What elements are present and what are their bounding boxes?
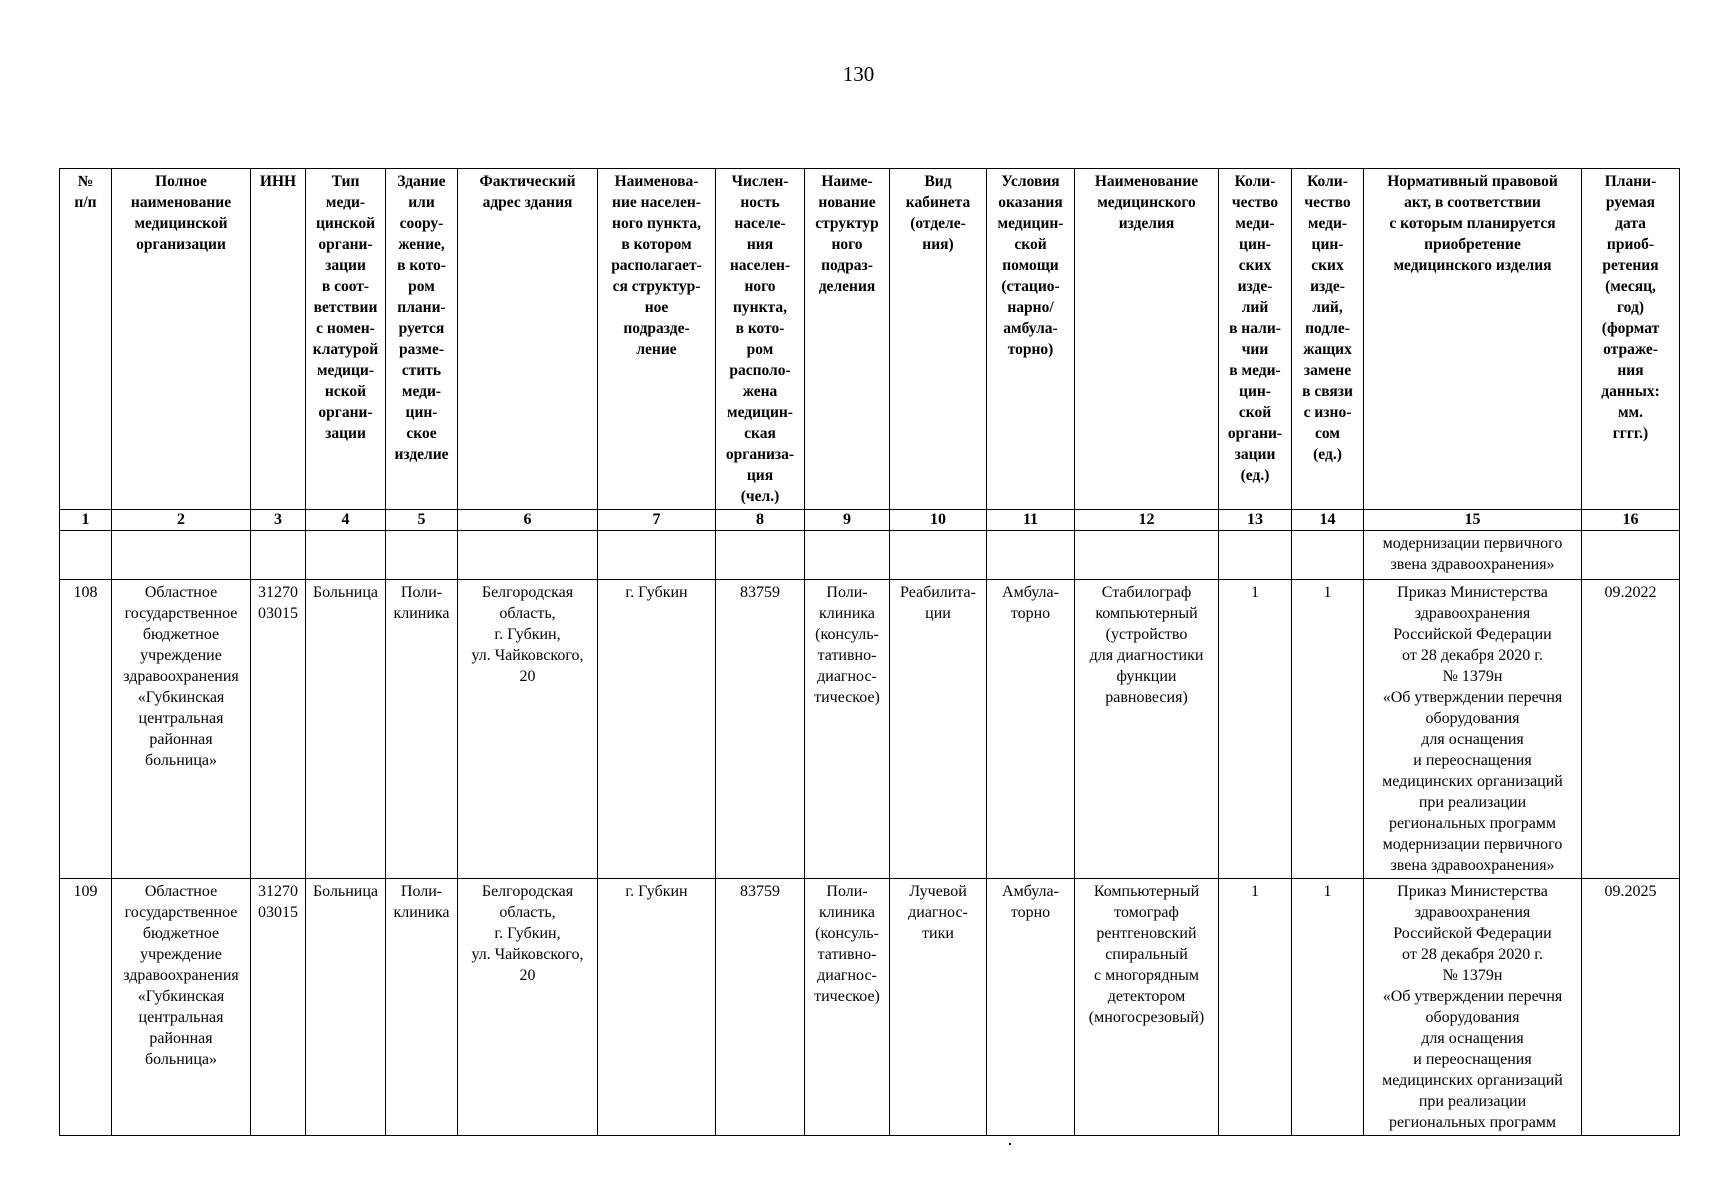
table-cell [60,531,112,580]
care-conditions: Амбула- торно [987,580,1075,879]
column-number: 3 [251,510,306,531]
page-number: 130 [842,62,875,86]
inn: 31270 03015 [251,580,306,879]
device-name: Компьютерный томограф рентгеновский спиральный с многорядным детектором (многосрезовый) [1075,879,1219,1136]
table-cell [458,531,598,580]
address: Белгородская область, г. Губкин, ул. Чайковского, 20 [458,580,598,879]
table-cell: модернизации первичного звена здравоохранения» [1364,531,1582,580]
column-number: 12 [1075,510,1219,531]
row-number: 108 [60,580,112,879]
planned-date: 09.2022 [1582,580,1680,879]
devices-to-replace: 1 [1292,879,1364,1136]
table-cell [987,531,1075,580]
continuation-row [60,531,1680,580]
table-cell [112,531,251,580]
header-cell: Вид кабинета (отделе- ния) [890,169,987,510]
row-number: 109 [60,879,112,1136]
care-conditions: Амбула- торно [987,879,1075,1136]
equipment-table [59,168,1680,1136]
column-number: 4 [306,510,386,531]
office-type: Реабилита- ции [890,580,987,879]
header-cell: Наименование медицинского изделия [1075,169,1219,510]
structural-unit: Поли- клиника (консуль- тативно- диагнос- тическое) [805,580,890,879]
scan-speck [1009,1143,1011,1145]
column-number: 8 [716,510,805,531]
planned-date: 09.2025 [1582,879,1680,1136]
table-cell [890,531,987,580]
settlement: г. Губкин [598,879,716,1136]
organization-name: Областное государственное бюджетное учреждение здравоохранения «Губкинская центральная районная больница» [112,879,251,1136]
table-cell [386,531,458,580]
structural-unit: Поли- клиника (консуль- тативно- диагнос- тическое) [805,879,890,1136]
building: Поли- клиника [386,580,458,879]
device-name: Стабилограф компьютерный (устройство для диагностики функции равновесия) [1075,580,1219,879]
table-cell [1219,531,1292,580]
table-cell [598,531,716,580]
table-cell [1292,531,1364,580]
column-number: 9 [805,510,890,531]
header-cell: Коли- чество меди- цин- ских изде- лий в нали- чии в меди- цин- ской органи- зации (ед.) [1219,169,1292,510]
devices-available: 1 [1219,879,1292,1136]
table-cell [306,531,386,580]
header-cell: Коли- чество меди- цин- ских изде- лий, подле- жащих замене в связи с изно- сом (ед.) [1292,169,1364,510]
column-number: 10 [890,510,987,531]
header-cell: Числен- ность населе- ния населен- ного пункта, в кото- ром располо- жена медицин- ская организа- ция (чел.) [716,169,805,510]
column-number: 15 [1364,510,1582,531]
column-number: 2 [112,510,251,531]
header-cell: Полное наименование медицинской организации [112,169,251,510]
column-number: 13 [1219,510,1292,531]
population: 83759 [716,879,805,1136]
building: Поли- клиника [386,879,458,1136]
legal-act: Приказ Министерства здравоохранения Российской Федерации от 28 декабря 2020 г. № 1379н «Об утверждении перечня оборудования для оснащения и переоснащения медицинских организаций при реализации региональных программ модернизации первичного звена здравоохранения» [1364,580,1582,879]
table-cell [1582,531,1680,580]
population: 83759 [716,580,805,879]
office-type: Лучевой диагнос- тики [890,879,987,1136]
header-cell: ИНН [251,169,306,510]
column-number: 1 [60,510,112,531]
header-cell: Здание или соору- жение, в кото- ром плани- руется разме- стить меди- цин- ское изделие [386,169,458,510]
header-cell: Нормативный правовой акт, в соответствии с которым планируется приобретение медицинского изделия [1364,169,1582,510]
column-number: 11 [987,510,1075,531]
header-row [60,169,1680,510]
legal-act: Приказ Министерства здравоохранения Российской Федерации от 28 декабря 2020 г. № 1379н «Об утверждении перечня оборудования для оснащения и переоснащения медицинских организаций при реализации региональных программ [1364,879,1582,1136]
table-cell [716,531,805,580]
column-number: 7 [598,510,716,531]
settlement: г. Губкин [598,580,716,879]
column-number: 6 [458,510,598,531]
organization-type: Больница [306,879,386,1136]
header-cell: Наиме- нование структур ного подраз- деления [805,169,890,510]
address: Белгородская область, г. Губкин, ул. Чайковского, 20 [458,879,598,1136]
column-number: 14 [1292,510,1364,531]
column-number-row [60,510,1680,531]
column-number: 5 [386,510,458,531]
header-cell: Тип меди- цинской органи- зации в соот- ветствии с номен- клатурой медици- нской органи- зации [306,169,386,510]
column-number: 16 [1582,510,1680,531]
header-cell: № п/п [60,169,112,510]
devices-available: 1 [1219,580,1292,879]
table-cell [251,531,306,580]
header-cell: Фактический адрес здания [458,169,598,510]
header-cell: Плани- руемая дата приоб- ретения (месяц, год) (формат отраже- ния данных: мм. гггг.) [1582,169,1680,510]
organization-name: Областное государственное бюджетное учреждение здравоохранения «Губкинская центральная районная больница» [112,580,251,879]
header-cell: Условия оказания медицин- ской помощи (стацио- нарно/ амбула- торно) [987,169,1075,510]
table-cell [1075,531,1219,580]
devices-to-replace: 1 [1292,580,1364,879]
table-row [60,580,1680,879]
organization-type: Больница [306,580,386,879]
inn: 31270 03015 [251,879,306,1136]
table-row [60,879,1680,1136]
table-cell [805,531,890,580]
header-cell: Наименова- ние населен- ного пункта, в котором располагает- ся структур- ное подразде- ление [598,169,716,510]
